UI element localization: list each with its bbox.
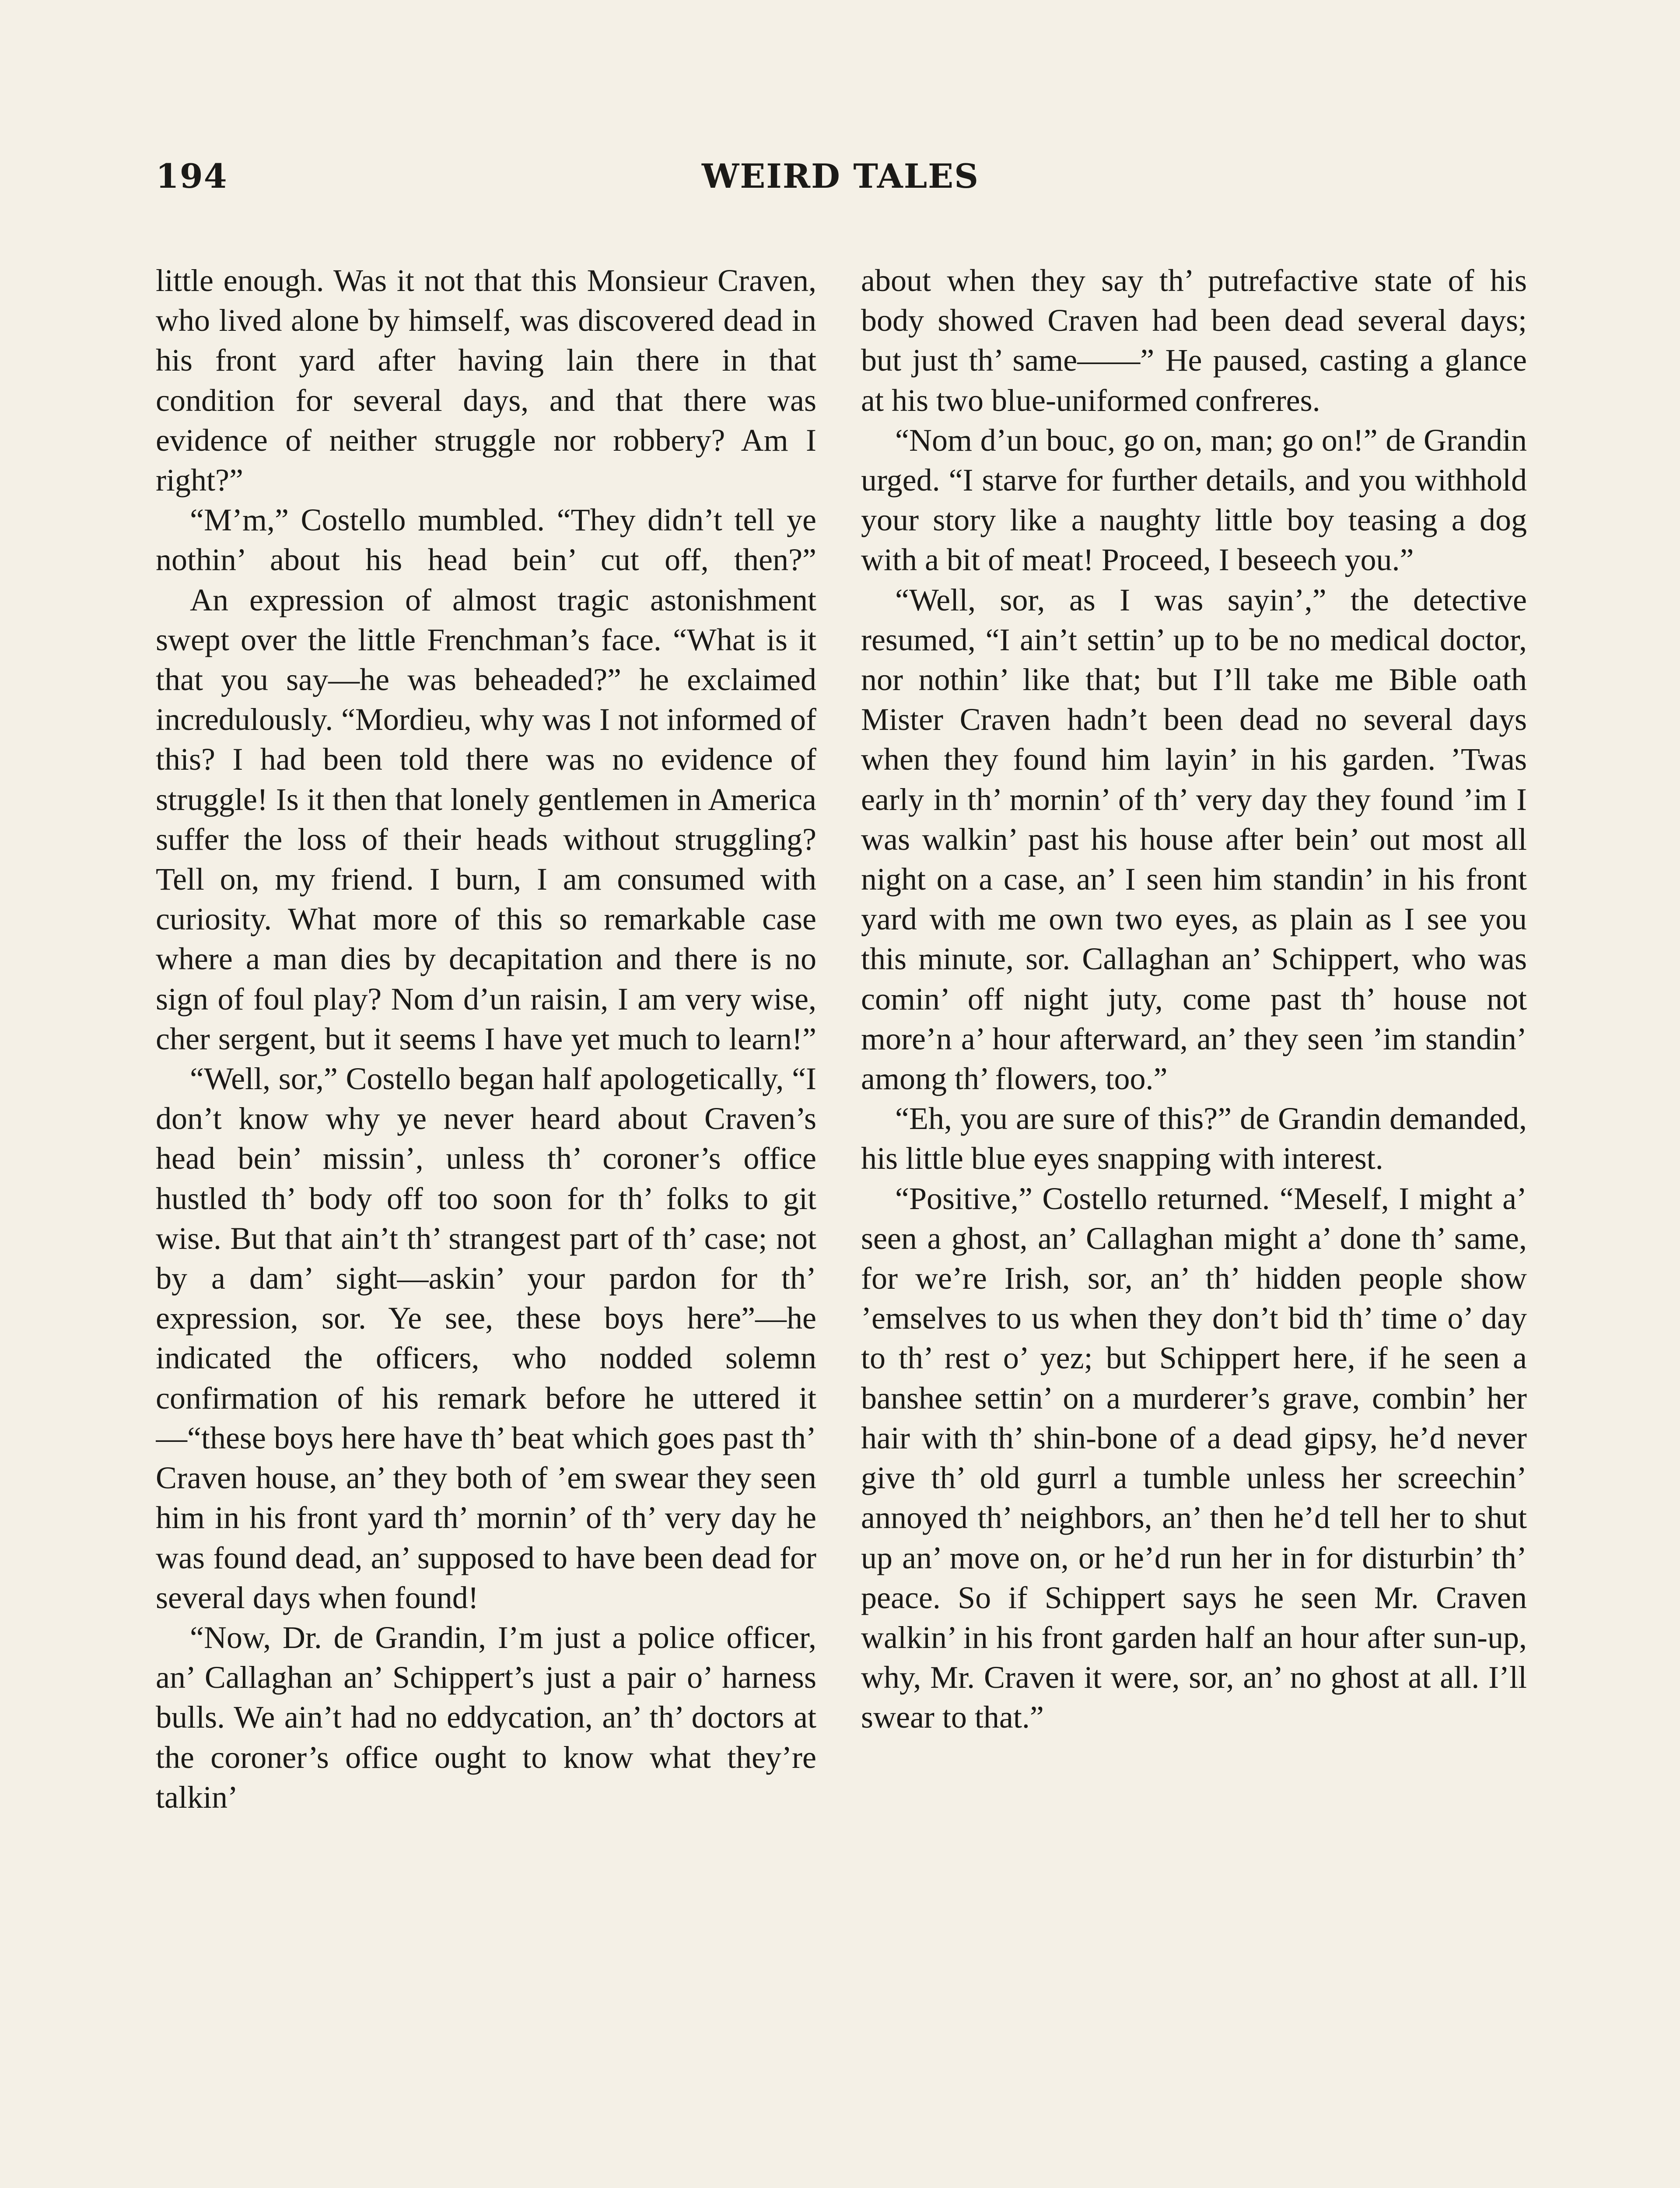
paragraph: “M’m,” Costello mumbled. “They didn’t tell ye nothin’ about his head bein’ cut off, then?” xyxy=(156,502,816,578)
left-column xyxy=(156,261,816,2188)
paragraph: “Nom d’un bouc, go on, man; go on!” de Grandin urged. “I starve for further details, and you withhold your story like a naughty little boy teasing a dog with a bit of meat! Proceed, I beseech you.” xyxy=(861,422,1527,578)
right-column xyxy=(861,261,1527,2188)
running-head xyxy=(156,157,1525,205)
paragraph: “Well, sor, as I was sayin’,” the detective resumed, “I ain’t settin’ up to be no medical doctor, nor nothin’ like that; but I’ll take me Bible oath Mister Craven hadn’t been dead no several days when they found him layin’ in his garden. ’Twas early in th’ mornin’ of th’ very day they found ’im I was walkin’ past his house after bein’ out most all night on a case, an’ I seen him standin’ in his front yard with me own two eyes, as plain as I see you this minute, sor. Callaghan an’ Schippert, who was comin’ off night juty, come past th’ house not more’n a’ hour afterward, an’ they seen ’im standin’ among th’ flowers, too.” xyxy=(861,582,1527,1097)
paragraph: little enough. Was it not that this Monsieur Craven, who lived alone by himself, was discovered dead in his front yard after having lain there in that condition for several days, and that there was evidence of neither struggle nor robbery? Am I right?” xyxy=(156,263,816,498)
running-title: WEIRD TALES xyxy=(702,157,979,196)
page-number: 194 xyxy=(156,157,228,196)
paragraph: about when they say th’ putrefactive state of his body showed Craven had been dead several days; but just th’ same——” He paused, casting a glance at his two blue-uniformed confreres. xyxy=(861,263,1527,418)
paragraph: “Positive,” Costello returned. “Meself, I might a’ seen a ghost, an’ Callaghan might a’ done th’ same, for we’re Irish, sor, an’ th’ hidden people show ’emselves to us when they don’t bid th’ time o’ day to th’ rest o’ yez; but Schippert here, if he seen a banshee settin’ on a murderer’s grave, combin’ her hair with th’ shin-bone of a dead gipsy, he’d never give th’ old gurrl a tumble unless her screechin’ annoyed th’ neighbors, an’ then he’d tell her to shut up an’ move on, or he’d run her in for disturbin’ th’ peace. So if Schippert says he seen Mr. Craven walkin’ in his front garden half an hour after sun-up, why, Mr. Craven it were, sor, an’ no ghost at all. I’ll swear to that.” xyxy=(861,1181,1527,1735)
paragraph: “Well, sor,” Costello began half apologetically, “I don’t know why ye never heard about Craven’s head bein’ missin’, unless th’ coroner’s office hustled th’ body off too soon for th’ folks to git wise. But that ain’t th’ strangest part of th’ case; not by a dam’ sight—askin’ your pardon for th’ expression, sor. Ye see, these boys here”—he indicated the officers, who nodded solemn confirmation of his remark before he uttered it—“these boys here have th’ beat which goes past th’ Craven house, an’ they both of ’em swear they seen him in his front yard th’ mornin’ of th’ very day he was found dead, an’ supposed to have been dead for several days when found! xyxy=(156,1061,816,1615)
paragraph: “Now, Dr. de Grandin, I’m just a police officer, an’ Callaghan an’ Schippert’s just a pair o’ harness bulls. We ain’t had no eddycation, an’ th’ doctors at the coroner’s office ought to know what they’re talkin’ xyxy=(156,1620,816,1815)
paragraph: An expression of almost tragic astonishment swept over the little Frenchman’s face. “What is it that you say—he was beheaded?” he exclaimed incredulously. “Mordieu, why was I not informed of this? I had been told there was no evidence of struggle! Is it then that lonely gentlemen in America suffer the loss of their heads without struggling? Tell on, my friend. I burn, I am consumed with curiosity. What more of this so remarkable case where a man dies by decapitation and there is no sign of foul play? Nom d’un raisin, I am very wise, cher sergent, but it seems I have yet much to learn!” xyxy=(156,582,816,1056)
paragraph: “Eh, you are sure of this?” de Grandin demanded, his little blue eyes snapping with interest. xyxy=(861,1101,1527,1176)
